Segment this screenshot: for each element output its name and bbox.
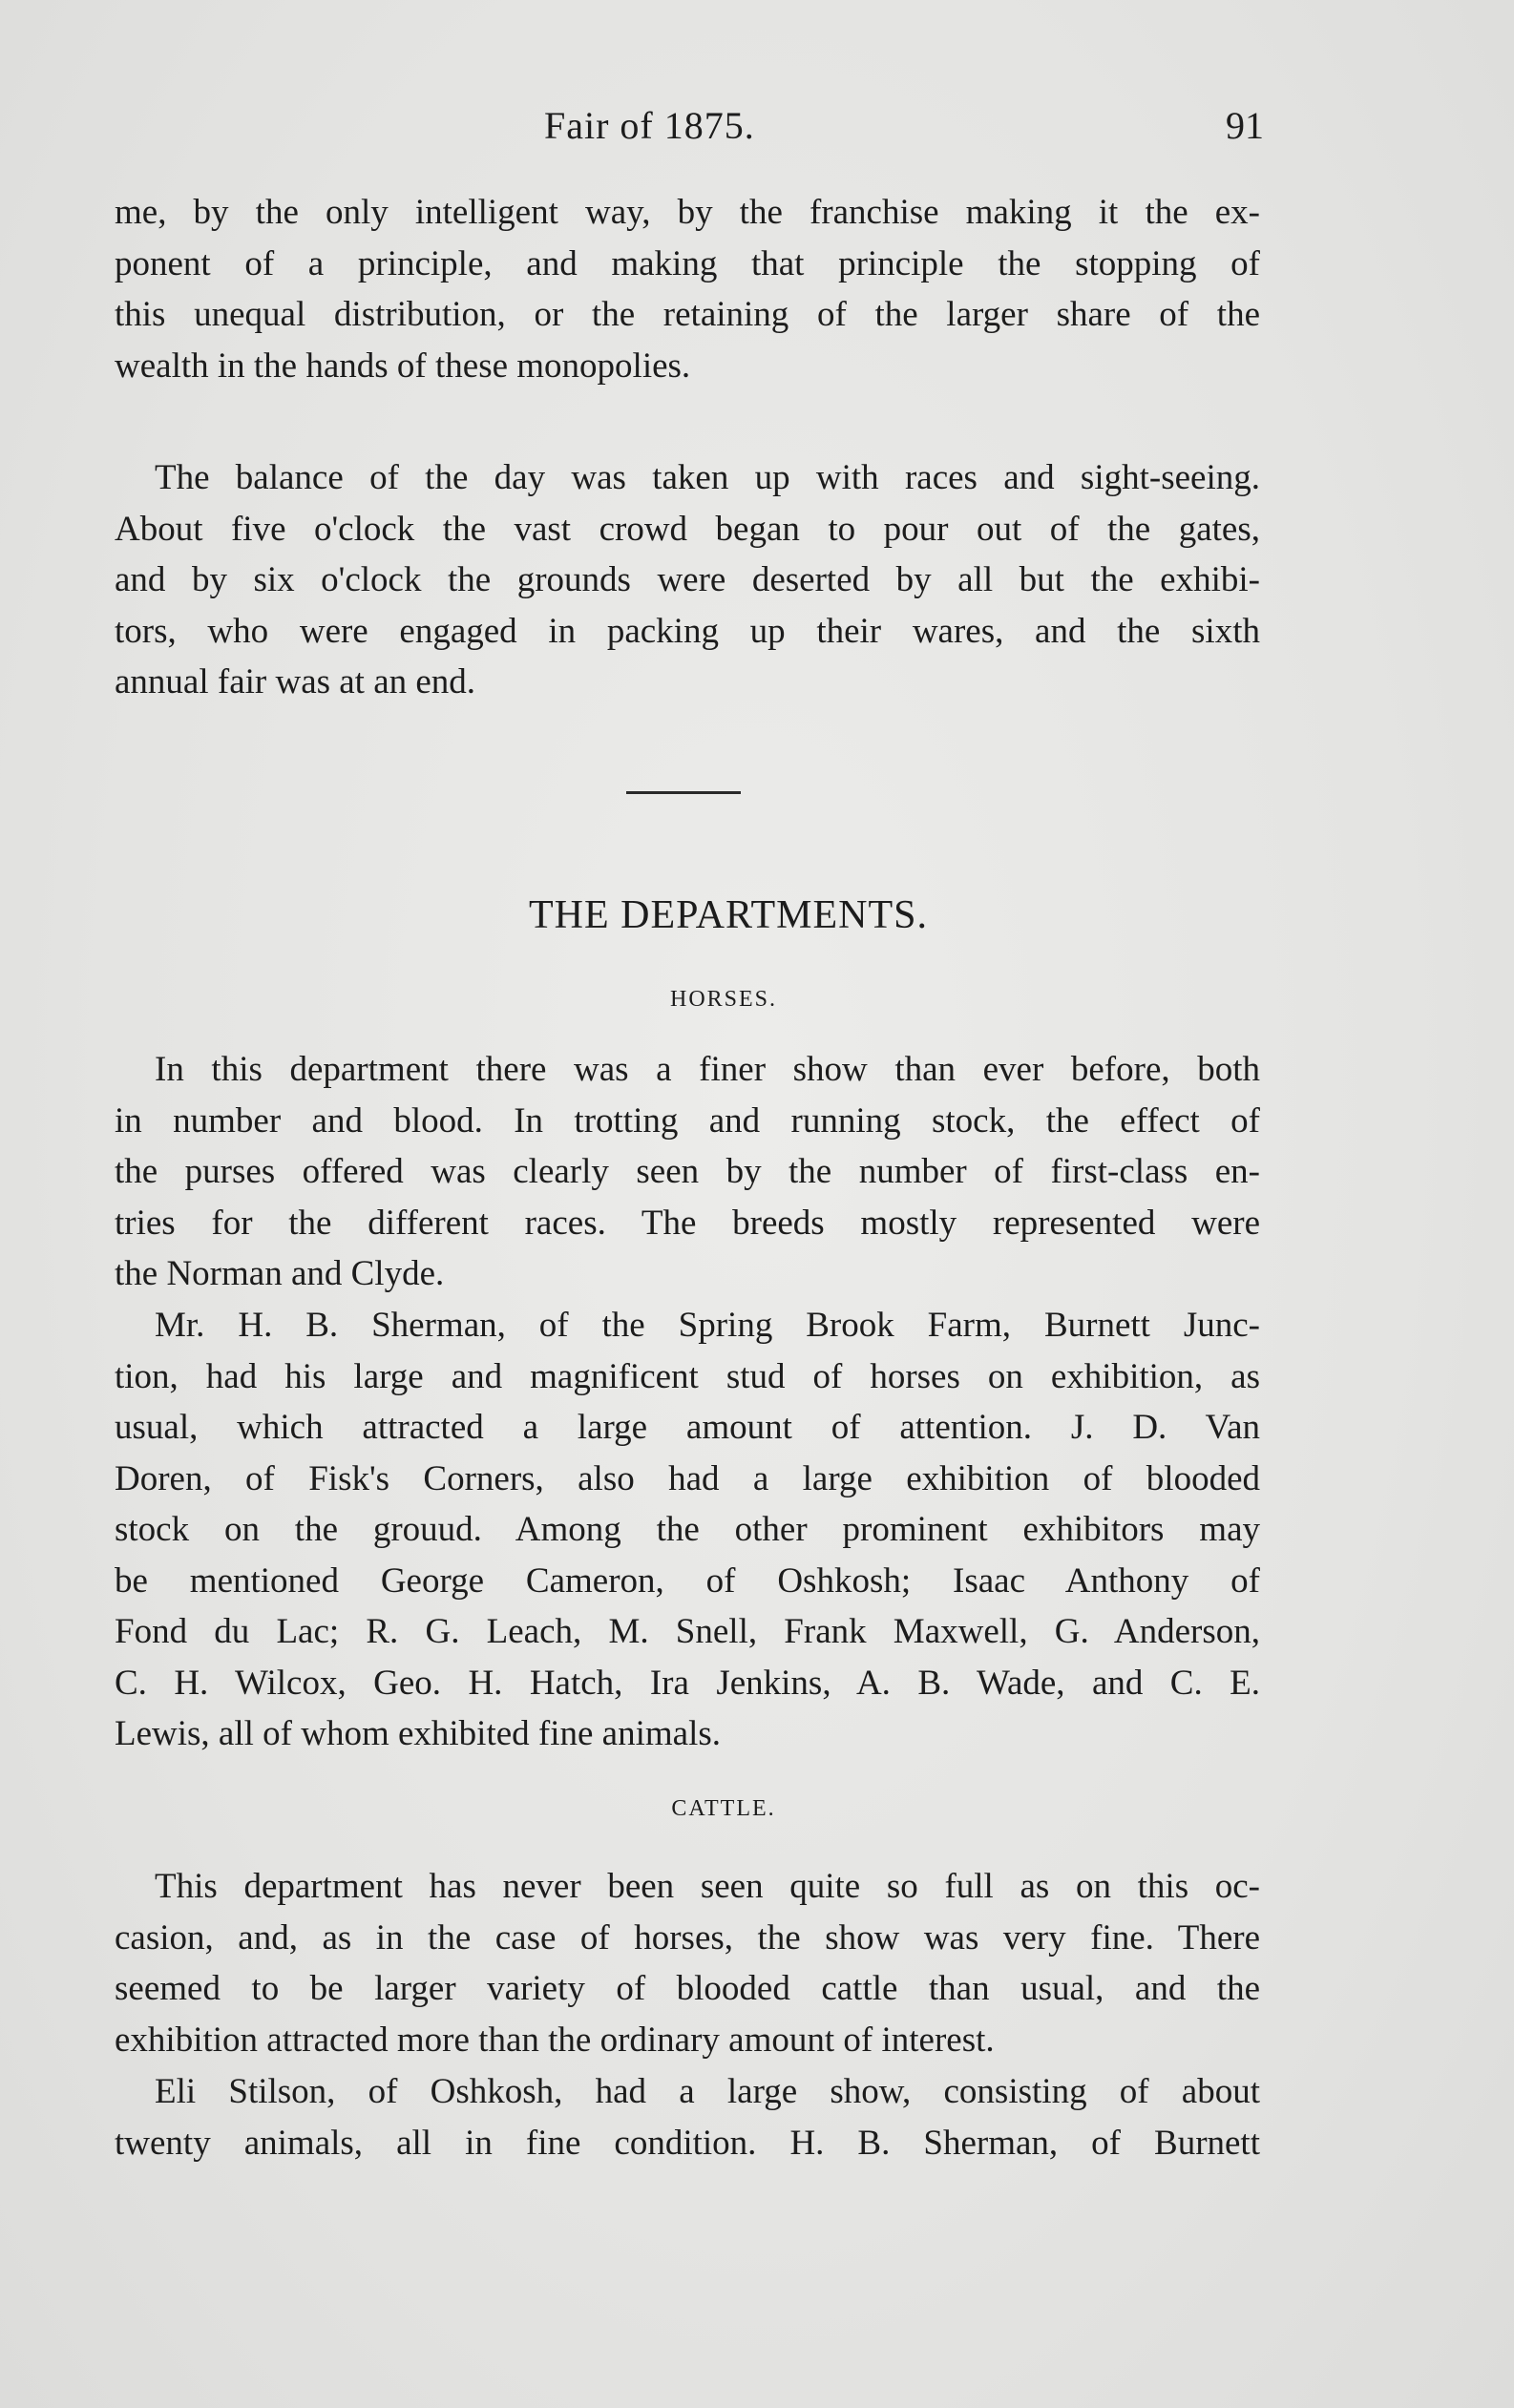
text-line: tries for the different races. The breeds mostly represented were	[115, 1203, 1260, 1243]
text-line: About five o'clock the vast crowd began to pour out of the gates,	[115, 509, 1260, 549]
text-line: Lewis, all of whom exhibited fine animals.	[115, 1714, 722, 1753]
text-line: seemed to be larger variety of blooded cattle than usual, and the	[115, 1969, 1260, 2008]
text-line: Eli Stilson, of Oshkosh, had a large show, consisting of about	[155, 2072, 1260, 2111]
text-line: ponent of a principle, and making that principle the stopping of	[115, 243, 1260, 283]
text-line: wealth in the hands of these monopolies.	[115, 345, 691, 386]
text-line: Mr. H. B. Sherman, of the Spring Brook Farm, Burnett Junc-	[155, 1306, 1260, 1345]
text-line: be mentioned George Cameron, of Oshkosh; Isaac Anthony of	[115, 1560, 1260, 1601]
text-line: stock on the grouud. Among the other prominent exhibitors may	[115, 1510, 1260, 1549]
section-title: THE DEPARTMENTS.	[529, 893, 928, 937]
section-divider	[626, 791, 741, 794]
text-line: usual, which attracted a large amount of attention. J. D. Van	[115, 1408, 1260, 1447]
text-line: in number and blood. In trotting and running stock, the effect of	[115, 1100, 1260, 1141]
paragraph-horses-2	[115, 1300, 1260, 1760]
text-line: annual fair was at an end.	[115, 662, 476, 701]
text-line: This department has never been seen quite so full as on this oc-	[155, 1867, 1260, 1906]
text-line: casion, and, as in the case of horses, the show was very fine. There	[115, 1917, 1260, 1958]
text-line: twenty animals, all in fine condition. H. B. Sherman, of Burnett	[115, 2123, 1260, 2163]
text-line: the purses offered was clearly seen by the number of first-class en-	[115, 1152, 1260, 1191]
text-line: tors, who were engaged in packing up their wares, and the sixth	[115, 611, 1260, 651]
paragraph-closing	[115, 452, 1260, 708]
text-line: this unequal distribution, or the retaining of the larger share of the	[115, 295, 1260, 334]
text-line: tion, had his large and magnificent stud of horses on exhibition, as	[115, 1356, 1260, 1396]
running-head	[115, 103, 1264, 151]
text-line: Fond du Lac; R. G. Leach, M. Snell, Frank Maxwell, G. Anderson,	[115, 1612, 1260, 1651]
subheading-cattle: CATTLE.	[671, 1796, 776, 1821]
text-line: exhibition attracted more than the ordinary amount of interest.	[115, 2020, 995, 2060]
paragraph-cattle-2	[115, 2066, 1260, 2168]
text-line: Doren, of Fisk's Corners, also had a large exhibition of blooded	[115, 1458, 1260, 1498]
text-line: In this department there was a finer show than ever before, both	[155, 1050, 1260, 1089]
running-title: Fair of 1875.	[544, 104, 755, 147]
text-line: The balance of the day was taken up with races and sight-seeing.	[155, 458, 1260, 497]
subheading-horses: HORSES.	[669, 987, 778, 1012]
paragraph-continued	[115, 187, 1260, 391]
text-line: me, by the only intelligent way, by the franchise making it the ex-	[115, 193, 1260, 232]
page-number: 91	[1226, 104, 1264, 147]
text-line: the Norman and Clyde.	[115, 1254, 445, 1293]
paragraph-horses-1	[115, 1044, 1260, 1300]
paragraph-cattle-1	[115, 1861, 1260, 2065]
text-line: and by six o'clock the grounds were deserted by all but the exhibi-	[115, 560, 1260, 599]
text-line: C. H. Wilcox, Geo. H. Hatch, Ira Jenkins, A. B. Wade, and C. E.	[115, 1663, 1260, 1703]
